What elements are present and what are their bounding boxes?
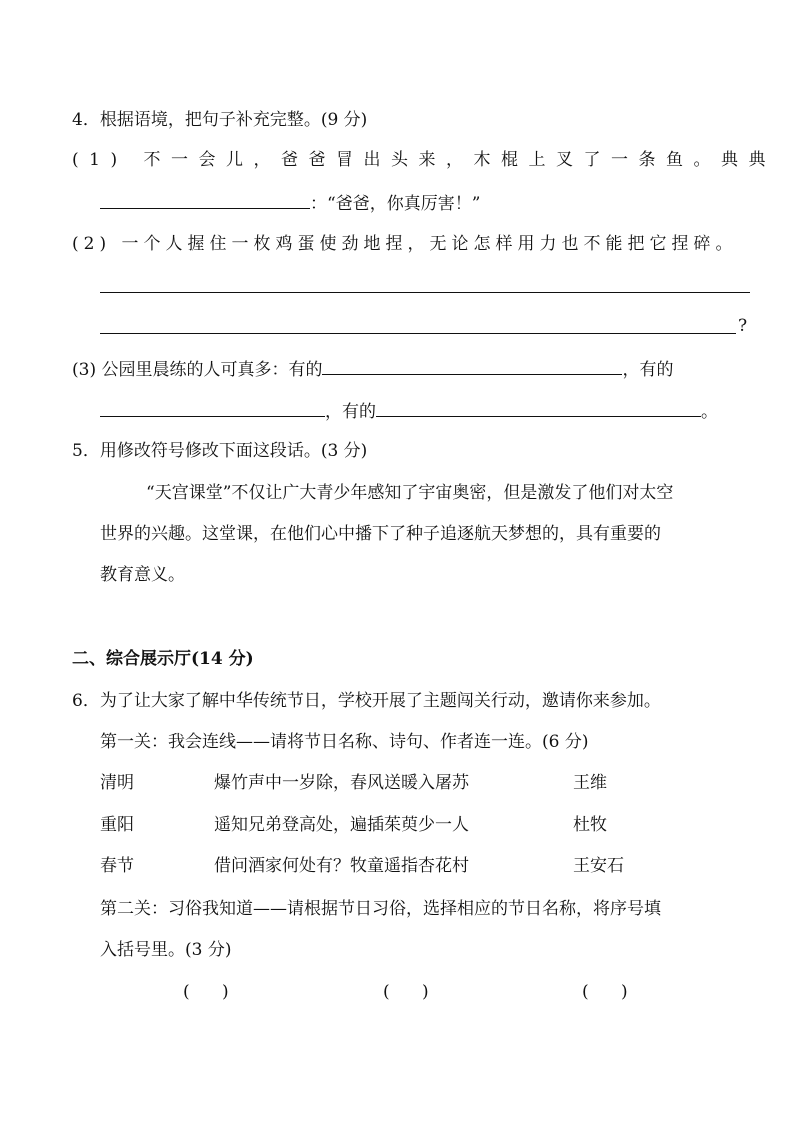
- q4-part2-blank-line-2[interactable]: [100, 333, 736, 334]
- author-item[interactable]: 杜牧: [573, 815, 607, 835]
- q4-part3-sep-2: ，有的: [325, 402, 376, 422]
- author-item[interactable]: 王安石: [573, 856, 624, 876]
- q6-level2-instructions-line-2: 入括号里。(3 分): [100, 940, 232, 960]
- q4-part3-row1: [72, 356, 673, 382]
- poem-item[interactable]: 借问酒家何处有？牧童遥指杏花村: [214, 856, 469, 876]
- q4-part3-blank-2[interactable]: [100, 398, 325, 417]
- answer-paren-1[interactable]: ( ): [183, 982, 229, 1002]
- poem-item[interactable]: 爆竹声中一岁除，春风送暖入屠苏: [214, 773, 469, 793]
- section-2-title: 二、综合展示厅(14 分): [72, 649, 254, 669]
- q4-part3-lead: (3) 公园里晨练的人可真多：有的: [72, 360, 323, 380]
- q4-title: 4．根据语境，把句子补充完整。(9 分): [72, 110, 368, 130]
- festival-item[interactable]: 清明: [100, 773, 134, 793]
- q4-part1-answer-row: [100, 190, 480, 216]
- q5-paragraph-line-2: 世界的兴趣。这堂课，在他们心中播下了种子追逐航天梦想的，具有重要的: [100, 524, 661, 544]
- answer-paren-3[interactable]: ( ): [582, 982, 628, 1002]
- q6-title: 6．为了让大家了解中华传统节日，学校开展了主题闯关行动，邀请你来参加。: [72, 691, 661, 711]
- q4-part2-question-mark: ?: [738, 316, 748, 336]
- q4-part3-sep-1: ，有的: [622, 360, 674, 380]
- poem-item[interactable]: 遥知兄弟登高处，遍插茱萸少一人: [214, 815, 469, 835]
- q6-level1-instructions: 第一关：我会连线——请将节日名称、诗句、作者连一连。(6 分): [100, 732, 589, 752]
- q5-title: 5．用修改符号修改下面这段话。(3 分): [72, 441, 368, 461]
- q4-part2-text: (2) 一个人握住一枚鸡蛋使劲地捏，无论怎样用力也不能把它捏碎。: [72, 234, 738, 254]
- answer-paren-2[interactable]: ( ): [383, 982, 429, 1002]
- q4-part3-row2: [100, 398, 718, 424]
- festival-item[interactable]: 春节: [100, 856, 134, 876]
- q4-part1-blank[interactable]: [100, 190, 310, 209]
- festival-item[interactable]: 重阳: [100, 815, 134, 835]
- q5-paragraph-line-1: “天宫课堂”不仅让广大青少年感知了宇宙奥密，但是激发了他们对太空: [146, 483, 674, 503]
- q6-level2-instructions-line-1: 第二关：习俗我知道——请根据节日习俗，选择相应的节日名称，将序号填: [100, 899, 661, 919]
- q5-paragraph-line-3: 教育意义。: [100, 565, 185, 585]
- q4-part2-blank-line-1[interactable]: [100, 292, 750, 293]
- q4-part3-end: 。: [701, 402, 718, 422]
- q4-part3-blank-3[interactable]: [376, 398, 701, 417]
- author-item[interactable]: 王维: [573, 773, 607, 793]
- q4-part1-text: (1) 不一会儿，爸爸冒出头来，木棍上叉了一条鱼。典典: [72, 150, 776, 170]
- q4-part3-blank-1[interactable]: [322, 356, 622, 375]
- q4-part1-continuation: ：“爸爸，你真厉害！”: [310, 194, 481, 214]
